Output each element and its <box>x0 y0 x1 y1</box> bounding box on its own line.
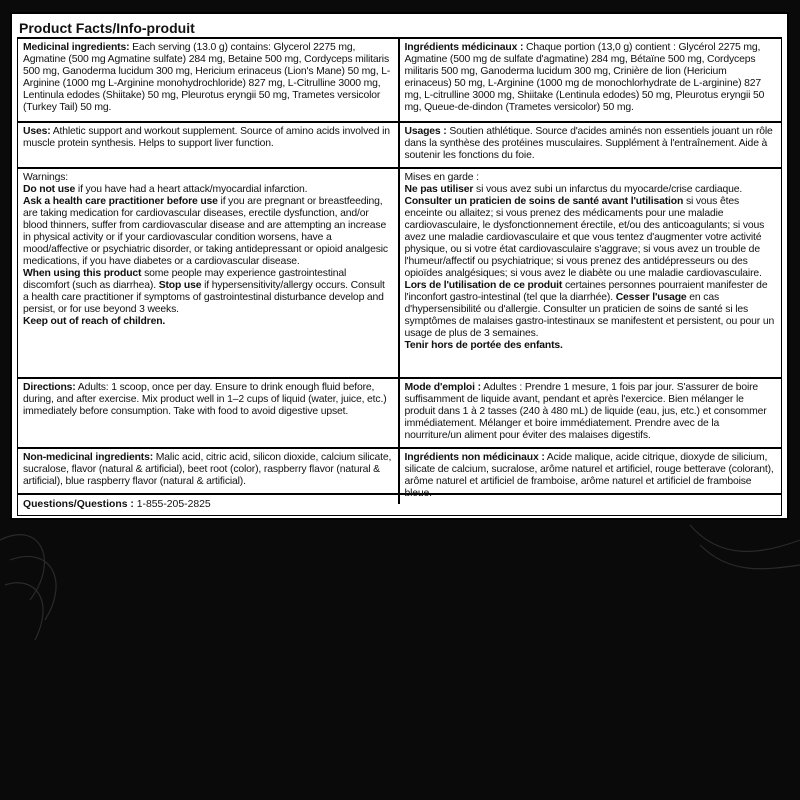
warnings-en-heading: Warnings: <box>23 172 69 183</box>
warnings-en-p4-bold: Keep out of reach of children. <box>23 316 166 327</box>
product-facts-panel <box>10 12 789 520</box>
non-medicinal-row <box>18 447 781 499</box>
medicinal-ingredients-fr-text: Chaque portion (13,0 g) contient : Glycérol 2275 mg, Agmatine (500 mg de sulfate d'agmatine) 284 mg, Bétaïne 500 mg, Cordyceps militaris 500 mg, Ganoderma lucidum 300 mg, Crinière de lion (Hericium erinaceus) 50 mg, L-Arginine (1000 mg de monochlorhydrate de L-arginine) 827 mg, L-citrulline 3000 mg, Shiitake (Lentinula edodes) 50 mg, Pleurotus eryngii 50 mg, Queue-de-dindon (Trametes versicolor) 50 mg. <box>404 42 765 113</box>
questions-phone: 1-855-205-2825 <box>133 499 211 510</box>
non-medicinal-fr-text: Acide malique, acide citrique, dioxyde de silicium, silicate de calcium, sucralose, arôme naturel et artificiel, rouge betterave (colorant), arôme naturel et artificiel de framboise, arôme naturel et artificiel de framboise bleue. <box>404 452 774 499</box>
warnings-fr-heading: Mises en garde : <box>404 172 479 183</box>
warnings-fr-consulter <box>405 196 777 280</box>
uses-fr <box>400 123 782 167</box>
warnings-en-ask <box>23 196 393 268</box>
warnings-fr-p3-text: certaines personnes pourraient manifester de l'inconfort gastro-intestinal (tel que la diarrhée). <box>404 280 768 303</box>
warnings-fr-p2-text: si vous êtes enceinte ou allaitez; si vous prenez des médicaments pour une maladie cardiovasculaire, le dysfonctionnement érectile, et/ou des anticoagulants; si vous avez une maladie cardiovasculaire et que vous tentez d'augmenter votre activité physique, ou si votre état cardiovasculaire s'aggrave; si vous avez un trouble de l'humeur/affectif ou psychiatrique; si vous prenez des antidépresseurs ou des opioïdes analgésiques; si vous avez le diabète ou une maladie cardiovasculaire. <box>404 196 765 279</box>
directions-en <box>18 379 400 447</box>
warnings-fr-p2-bold: Consulter un praticien de soins de santé avant l'utilisation <box>404 196 684 207</box>
warnings-fr-tenir <box>405 340 777 352</box>
warnings-fr-p1-text: si vous avez subi un infarctus du myocarde/crise cardiaque. <box>473 184 743 195</box>
medicinal-ingredients-row <box>18 39 781 121</box>
warnings-fr-p3-text2: en cas d'hypersensibilité ou d'allergie. Consulter un praticien de soins de santé si les symptômes de malaises gastro-intestinaux se manifestent et persistent, ou pour un usage de plus de 3 semaines. <box>404 292 775 339</box>
warnings-en-do-not-use <box>23 184 393 196</box>
directions-en-text: Adults: 1 scoop, once per day. Ensure to drink enough fluid before, during, and after exercise. Mix product well in 1–2 cups of liquid (water, juice, etc.) immediately before consumption. Take with food to avoid digestive upset. <box>23 382 387 417</box>
uses-en-label: Uses: <box>23 126 51 137</box>
warnings-fr-ne-pas-utiliser <box>405 184 777 196</box>
warnings-row <box>18 167 781 377</box>
directions-en-label: Directions: <box>23 382 76 393</box>
uses-en <box>18 123 400 167</box>
medicinal-ingredients-en-label: Medicinal ingredients: <box>23 42 130 53</box>
non-medicinal-en-label: Non-medicinal ingredients: <box>23 452 154 463</box>
warnings-fr <box>400 169 782 377</box>
warnings-en-p1-text: if you have had a heart attack/myocardial infarction. <box>75 184 308 195</box>
medicinal-ingredients-en <box>18 39 400 121</box>
non-medicinal-fr-label: Ingrédients non médicinaux : <box>404 452 545 463</box>
uses-row <box>18 121 781 167</box>
questions-label: Questions/Questions : <box>23 499 134 510</box>
warnings-en-p3-bold: When using this product <box>23 268 142 279</box>
directions-row <box>18 377 781 447</box>
uses-fr-label: Usages : <box>404 126 447 137</box>
uses-fr-text: Soutien athlétique. Source d'acides aminés non essentiels jouant un rôle dans la synthèse des protéines musculaires. Supplément à l'entraînement. Aide à soutenir les fonctions du foie. <box>404 126 773 161</box>
warnings-en-p3-text2: if hypersensitivity/allergy occurs. Consult a health care practitioner if symptoms of gastrointestinal disturbance develop and persist, or for use beyond 3 weeks. <box>23 280 385 315</box>
directions-fr <box>400 379 782 447</box>
medicinal-ingredients-fr <box>400 39 782 121</box>
panel-title: Product Facts/Info-produit <box>17 17 782 39</box>
warnings-en-when-using <box>23 268 393 316</box>
warnings-fr-p4-bold: Tenir hors de portée des enfants. <box>404 340 563 351</box>
warnings-en-p2-bold: Ask a health care practitioner before use <box>23 196 218 207</box>
directions-fr-text: Adultes : Prendre 1 mesure, 1 fois par jour. S'assurer de boire suffisamment de liquide avant, pendant et après l'exercice. Bien mélanger le produit dans 1 à 2 tasses (240 à 480 mL) de liquide (eau, jus, etc.) et consommer immédiatement. Mélanger et boire immédiatement. Prendre avec de la nourriture/un aliment pour éviter des malaises digestifs. <box>404 382 767 441</box>
uses-en-text: Athletic support and workout supplement. Source of amino acids involved in muscle protein synthesis. Helps to support liver function. <box>23 126 390 149</box>
facts-table <box>17 39 782 516</box>
non-medicinal-en <box>18 449 400 504</box>
warnings-en-keep-out <box>23 316 393 328</box>
warnings-en <box>18 169 400 377</box>
directions-fr-label: Mode d'emploi : <box>404 382 481 393</box>
non-medicinal-en-text: Malic acid, citric acid, silicon dioxide, calcium silicate, sucralose, flavor (natural & artificial), beet root (color), raspberry flavor (natural & artificial), blue raspberry flavor (natural & artificial). <box>23 452 392 487</box>
non-medicinal-fr <box>400 449 782 504</box>
medicinal-ingredients-en-text: Each serving (13.0 g) contains: Glycerol 2275 mg, Agmatine (500 mg Agmatine sulfate) 284 mg, Betaine 500 mg, Cordyceps militaris 500 mg, Ganoderma lucidum 300 mg, Hericium erinaceus (Lion's Mane) 50 mg, L-Arginine (1000 mg L-Arginine monohydrochloride) 827 mg, L-Citrulline 3000 mg, Lentinula edodes (Shiitake) 50 mg, Pleurotus eryngii 50 mg, Trametes versicolor (Turkey Tail) 50 mg. <box>23 42 391 113</box>
warnings-fr-p1-bold: Ne pas utiliser <box>404 184 474 195</box>
warnings-fr-p3-bold2: Cesser l'usage <box>615 292 687 303</box>
warnings-fr-lors <box>405 280 777 340</box>
warnings-en-p3-text: some people may experience gastrointestinal discomfort (such as diarrhea). <box>23 268 347 291</box>
warnings-en-p2-text: if you are pregnant or breastfeeding, are taking medication for cardiovascular diseases, erectile dysfunction, and/or blood thinners, suffer from cardiovascular disease and are attempting an increase in physical activity or if your cardiovascular condition worsens, have a mood/affective or psychiatric disorder, or taking antidepressant or opioid analgesic medications, if you have diabetes or a cardiovascular disease. <box>23 196 388 267</box>
warnings-en-p1-bold: Do not use <box>23 184 76 195</box>
warnings-en-p3-bold2: Stop use <box>158 280 202 291</box>
warnings-fr-p3-bold: Lors de l'utilisation de ce produit <box>404 280 563 291</box>
medicinal-ingredients-fr-label: Ingrédients médicinaux : <box>404 42 524 53</box>
